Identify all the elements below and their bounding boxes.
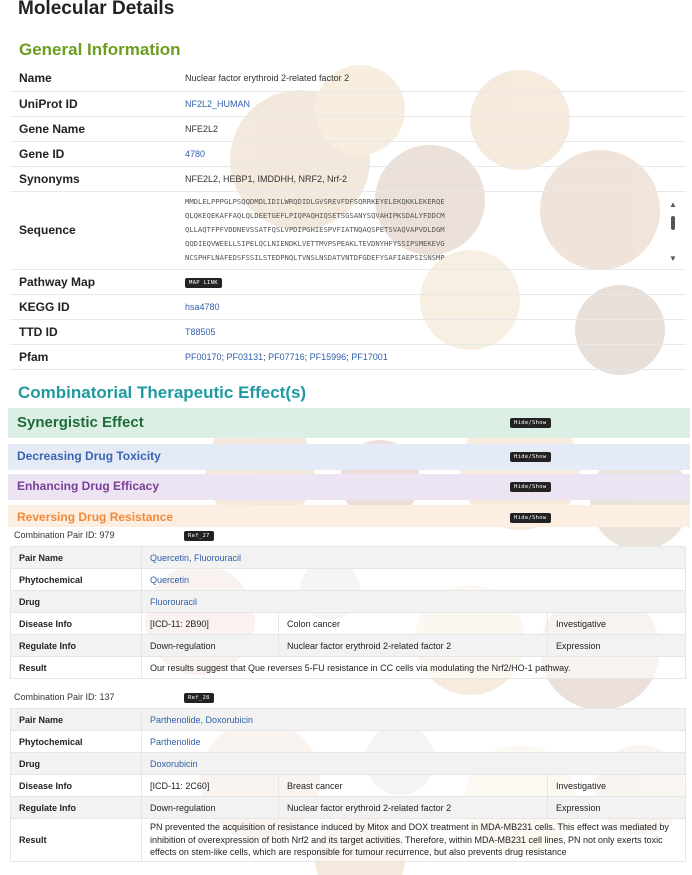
- page-title: Molecular Details: [18, 0, 175, 19]
- phytochemical-label: Phytochemical: [11, 569, 142, 591]
- section-title: Reversing Drug Resistance: [17, 510, 174, 524]
- sequence-scrollbar[interactable]: [668, 200, 678, 262]
- section-title: Enhancing Drug Efficacy: [17, 479, 160, 493]
- phytochemical-link[interactable]: Parthenolide: [150, 736, 201, 747]
- combination-pair-id: Combination Pair ID: 979: [14, 530, 115, 540]
- pfam-link[interactable]: PF15996: [309, 351, 347, 362]
- table-row: [11, 635, 686, 657]
- table-row: [11, 709, 686, 731]
- map-link-button[interactable]: MAP LINK: [185, 278, 222, 288]
- regulate-type: Expression: [548, 635, 686, 657]
- table-row: [11, 613, 686, 635]
- gene-id-link[interactable]: 4780: [185, 148, 206, 159]
- row-ttd: [10, 319, 686, 344]
- combination-pair-id: Combination Pair ID: 137: [14, 692, 115, 702]
- disease-code: [ICD-11: 2B90]: [142, 613, 279, 635]
- table-row: [11, 819, 686, 862]
- gene-name-label: Gene Name: [10, 116, 185, 141]
- regulate-direction: Down-regulation: [142, 635, 279, 657]
- row-sequence: [10, 191, 686, 269]
- disease-code: [ICD-11: 2C60]: [142, 775, 279, 797]
- drug-link[interactable]: Fluorouracil: [150, 596, 198, 607]
- section-title: Synergistic Effect: [17, 414, 144, 431]
- drug-label: Drug: [11, 753, 142, 775]
- section-reversing-drug-resistance: [8, 505, 690, 527]
- table-row: [11, 547, 686, 569]
- pfam-link[interactable]: PF03131: [226, 351, 264, 362]
- kegg-link[interactable]: hsa4780: [185, 301, 220, 312]
- regulate-target: Nuclear factor erythroid 2-related factor 2: [279, 635, 548, 657]
- uniprot-link[interactable]: NF2L2_HUMAN: [185, 98, 251, 109]
- pfam-link[interactable]: PF00170: [185, 351, 222, 362]
- combination-table: [10, 708, 686, 862]
- section-title: Decreasing Drug Toxicity: [17, 449, 161, 463]
- disease-name: Breast cancer: [279, 775, 548, 797]
- disease-info-label: Disease Info: [11, 613, 142, 635]
- result-text: Our results suggest that Que reverses 5-FU resistance in CC cells via modulating the Nrf2/HO-1 pathway.: [142, 657, 686, 679]
- ttd-label: TTD ID: [10, 319, 185, 344]
- drug-link[interactable]: Doxorubicin: [150, 758, 198, 769]
- hide-show-button[interactable]: Hide/Show: [510, 418, 551, 428]
- table-row: [11, 591, 686, 613]
- ttd-link[interactable]: T88505: [185, 326, 216, 337]
- phytochemical-label: Phytochemical: [11, 731, 142, 753]
- uniprot-label: UniProt ID: [10, 91, 185, 116]
- kegg-label: KEGG ID: [10, 294, 185, 319]
- general-information-table: [10, 66, 686, 370]
- reference-button[interactable]: Ref_27: [184, 531, 214, 541]
- sequence-box[interactable]: [185, 194, 686, 266]
- disease-info-label: Disease Info: [11, 775, 142, 797]
- combination-table: [10, 546, 686, 679]
- section-synergistic-effect: [8, 408, 690, 438]
- row-uniprot: [10, 91, 686, 116]
- row-kegg: [10, 294, 686, 319]
- row-pathway: [10, 269, 686, 294]
- pathway-label: Pathway Map: [10, 269, 185, 294]
- sequence-line: MMDLELPPPGLPSQQDMDLIDILWRQDIDLGVSREVFDFSQRRKEYELEKQKKLEKERQE: [185, 197, 445, 206]
- scroll-up-arrow-icon[interactable]: ▲: [669, 200, 677, 209]
- regulate-info-label: Regulate Info: [11, 635, 142, 657]
- row-pfam: [10, 344, 686, 369]
- sequence-text: [185, 194, 655, 265]
- pfam-label: Pfam: [10, 344, 185, 369]
- table-row: [11, 657, 686, 679]
- sequence-line: NCSPHFLNAFEDSFSSILSTEDPNQLTVNSLNSDATVNTDFGDEFYSAFIAEPSISNSMP: [185, 253, 445, 262]
- pair-name-link[interactable]: Quercetin, Fluorouracil: [150, 552, 242, 563]
- sequence-line: QQDIEQVWEELLSIPELQCLNIENDKLVETTMVPSPEAKLTEVDNYHFYSSIPSMEKEVG: [185, 239, 445, 248]
- scroll-thumb[interactable]: [671, 216, 675, 230]
- disease-status: Investigative: [548, 775, 686, 797]
- pair-name-label: Pair Name: [11, 547, 142, 569]
- combinatorial-heading: Combinatorial Therapeutic Effect(s): [18, 383, 307, 402]
- regulate-target: Nuclear factor erythroid 2-related factor 2: [279, 797, 548, 819]
- synonyms-value: NFE2L2, HEBP1, IMDDHH, NRF2, Nrf-2: [185, 166, 686, 191]
- table-row: [11, 797, 686, 819]
- pair-name-label: Pair Name: [11, 709, 142, 731]
- disease-name: Colon cancer: [279, 613, 548, 635]
- result-label: Result: [11, 657, 142, 679]
- phytochemical-link[interactable]: Quercetin: [150, 574, 190, 585]
- reference-button[interactable]: Ref_28: [184, 693, 214, 703]
- gene-name-value: NFE2L2: [185, 116, 686, 141]
- row-name: [10, 66, 686, 91]
- table-row: [11, 731, 686, 753]
- general-information-heading: General Information: [19, 40, 181, 59]
- sequence-line: QLQKEQEKAFFAQLQLDEETGEFLPIQPAQHIQSETSGSANYSQVAHIPKSDALYFDDCM: [185, 211, 445, 220]
- pfam-link[interactable]: PF07716: [268, 351, 305, 362]
- gene-id-label: Gene ID: [10, 141, 185, 166]
- hide-show-button[interactable]: Hide/Show: [510, 482, 551, 492]
- sequence-line: QLLAQTFPFVDDNEVSSATFQSLVPDIPGHIESPVFIATNQAQSPETSVAQVAPVDLDGM: [185, 225, 445, 234]
- hide-show-button[interactable]: Hide/Show: [510, 452, 551, 462]
- scroll-down-arrow-icon[interactable]: ▼: [669, 254, 677, 263]
- disease-status: Investigative: [548, 613, 686, 635]
- regulate-direction: Down-regulation: [142, 797, 279, 819]
- row-gene-name: [10, 116, 686, 141]
- table-row: [11, 753, 686, 775]
- pfam-values: PF00170; PF03131; PF07716; PF15996; PF17001: [185, 344, 686, 369]
- drug-label: Drug: [11, 591, 142, 613]
- synonyms-label: Synonyms: [10, 166, 185, 191]
- regulate-info-label: Regulate Info: [11, 797, 142, 819]
- pfam-link[interactable]: PF17001: [351, 351, 388, 362]
- result-label: Result: [11, 819, 142, 862]
- table-row: [11, 569, 686, 591]
- pair-name-link[interactable]: Parthenolide, Doxorubicin: [150, 714, 254, 725]
- row-synonyms: [10, 166, 686, 191]
- name-value: Nuclear factor erythroid 2-related factor 2: [185, 66, 686, 91]
- table-row: [11, 775, 686, 797]
- hide-show-button[interactable]: Hide/Show: [510, 513, 551, 523]
- result-text: PN prevented the acquisition of resistance induced by Mitox and DOX treatment in MDA-MB231 cells. This effect was mediated by inhibition of overexpression of both Nrf2 and its target activities. Therefore, within MDA-MB231 cell lines, PN not only exerts toxic effects on stem-like cells, which are responsible for tumour recurrence, but also prevents drug resistance: [142, 819, 686, 862]
- row-gene-id: [10, 141, 686, 166]
- section-enhancing-drug-efficacy: [8, 474, 690, 500]
- regulate-type: Expression: [548, 797, 686, 819]
- name-label: Name: [10, 66, 185, 91]
- sequence-label: Sequence: [10, 191, 185, 269]
- section-decreasing-drug-toxicity: [8, 444, 690, 470]
